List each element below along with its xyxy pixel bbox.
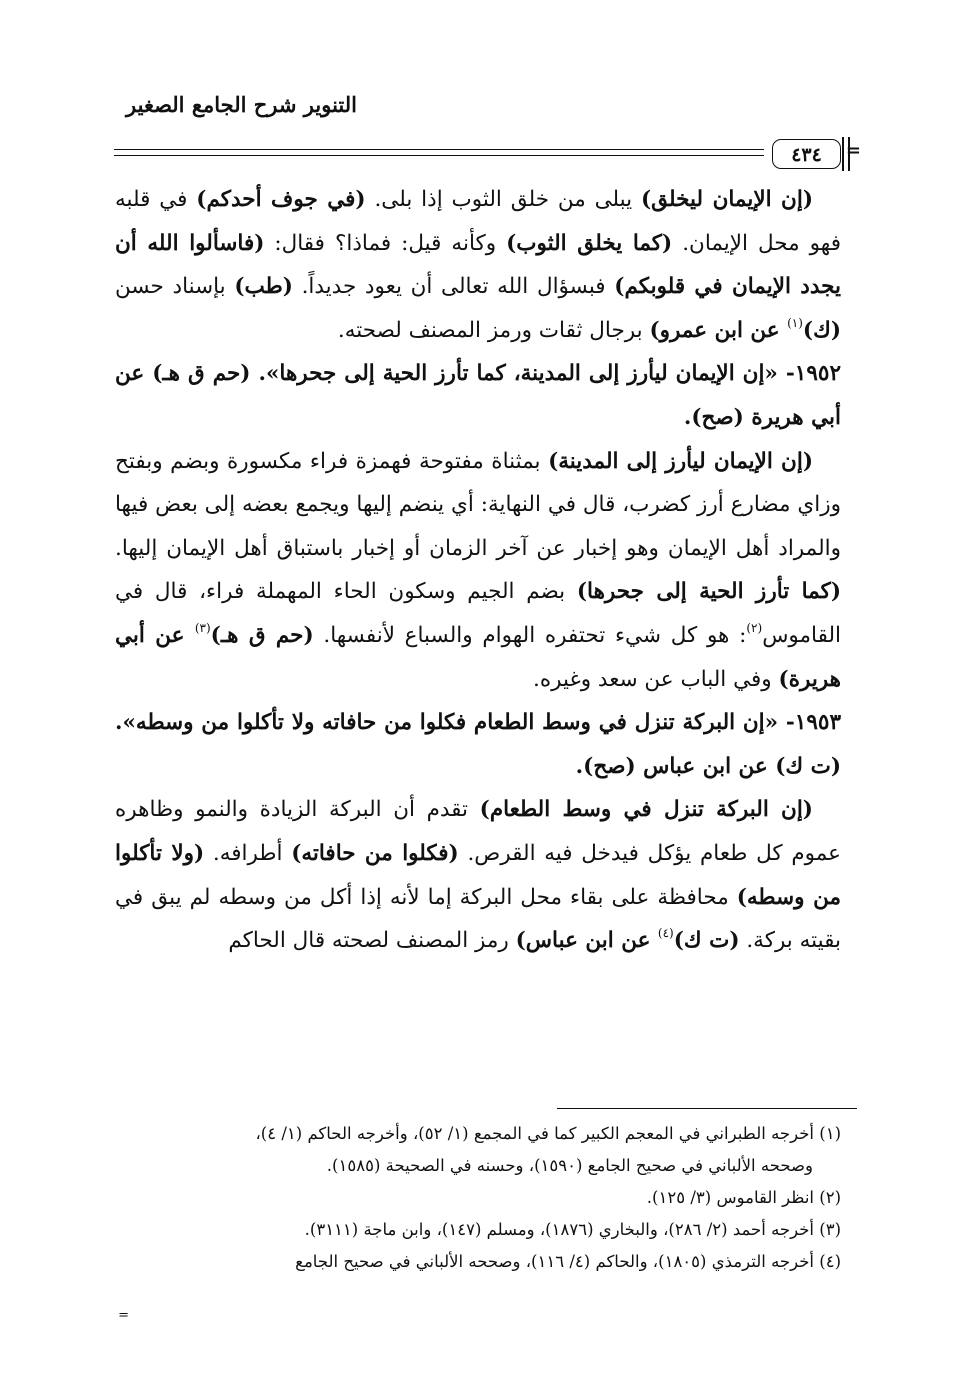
hadith-text: ١٩٥٣- «إن البركة تنزل في وسط الطعام فكلوا من حافاته ولا تأكلوا من وسطه». (ت ك) عن ابن عباس (صح).	[115, 710, 841, 779]
commentary-text: فبسؤال الله تعالى أن يعود جديداً.	[292, 274, 615, 300]
commentary-paragraph-2	[115, 440, 841, 702]
quoted-phrase: (فكلوا من حافاته)	[291, 840, 459, 866]
header-ornament-bars	[842, 137, 850, 171]
commentary-text: تقدم أن البركة الزيادة والنمو وظاهره عموم كل طعام يؤكل فيدخل فيه القرص.	[115, 797, 842, 866]
footnote-4: (٤) أخرجه الترمذي (١٨٠٥)، والحاكم (٤/ ١١٦)، وصححه الألباني في صحيح الجامع	[295, 1252, 841, 1271]
quoted-phrase: (ولا تأكلوا من وسطه)	[115, 840, 841, 910]
commentary-text: : هو كل شيء تحتفره الهوام والسباع لأنفسها.	[313, 622, 747, 648]
footnote-ref: (٣)	[194, 620, 211, 635]
footnote-ref: (٤)	[657, 926, 674, 941]
quoted-phrase: (كما يخلق الثوب)	[506, 230, 673, 256]
commentary-text: وفي الباب عن سعد وغيره.	[533, 666, 779, 692]
footnote-ref: (٢)	[746, 620, 763, 635]
quoted-phrase: عن ابن عمرو)	[649, 317, 788, 343]
quoted-phrase: (إن الإيمان ليخلق)	[640, 187, 813, 212]
source-code: (حم ق هـ)	[210, 622, 314, 648]
hadith-1952	[115, 352, 841, 439]
footnote-2: (٢) انظر القاموس (٣/ ١٢٥).	[646, 1188, 841, 1207]
commentary-text: بمثناة مفتوحة فهمزة فراء مكسورة وبضم وبفتح وزاي مضارع أرز كضرب، قال في النهاية: أي ينضم إليها ويجمع بعضه إلى بعض فيها والمراد أهل الإيمان وهو إخبار عن آخر الزمان أو إخبار باستباق أهل الإيمان إليها.	[115, 448, 841, 561]
quoted-phrase: عن أبي هريرة)	[115, 622, 841, 692]
footnotes	[115, 1118, 841, 1278]
running-header-title: التنوير شرح الجامع الصغير	[126, 92, 357, 117]
commentary-text: محافظة على بقاء محل البركة إما لأنه إذا أكل من وسطه لم يبق في بقيته بركة.	[115, 884, 841, 954]
continuation-mark: =	[118, 1308, 129, 1323]
commentary-text: أطرافه.	[204, 840, 292, 866]
quoted-phrase: (كما تأرز الحية إلى جحرها)	[576, 579, 841, 605]
source-code: (ك)	[802, 317, 841, 343]
quoted-phrase: (فاسألوا الله أن يجدد الإيمان في قلوبكم)	[115, 230, 841, 300]
footnote-3: (٣) أخرجه أحمد (٢/ ٢٨٦)، والبخاري (١٨٧٦)، ومسلم (١٤٧)، وابن ماجة (٣١١١).	[304, 1220, 841, 1239]
commentary-text: يبلى من خلق الثوب إذا بلى.	[365, 187, 641, 212]
header-rule-top	[114, 149, 764, 150]
commentary-text: رمز المصنف لصحته قال الحاكم	[228, 928, 516, 954]
footnote-ref: (١)	[787, 315, 803, 330]
header-ornament: =	[845, 140, 861, 161]
source-code: (ت ك)	[673, 928, 740, 954]
commentary-text: برجال ثقات ورمز المصنف لصحته.	[337, 317, 650, 343]
quoted-phrase: (إن البركة تنزل في وسط الطعام)	[479, 797, 813, 823]
header-rule-bottom	[114, 155, 764, 156]
commentary-text: بضم الجيم وسكون الحاء المهملة فراء، قال في القاموس	[115, 579, 842, 648]
commentary-paragraph-3	[115, 788, 841, 962]
footnote-1-continued: وصححه الألباني في صحيح الجامع (١٥٩٠)، وحسنه في الصحيحة (١٥٨٥).	[326, 1156, 813, 1175]
quoted-phrase: (إن الإيمان ليأرز إلى المدينة)	[548, 448, 813, 474]
page-number: ٤٣٤	[772, 139, 841, 169]
main-text	[115, 178, 841, 963]
source-code: (طب)	[234, 274, 293, 300]
commentary-text: وكأنه قيل: فماذا؟ فقال:	[264, 230, 507, 256]
commentary-paragraph-1	[115, 178, 841, 352]
hadith-1953	[115, 701, 841, 788]
hadith-text: ١٩٥٢- «إن الإيمان ليأرز إلى المدينة، كما تأرز الحية إلى جحرها». (حم ق هـ) عن أبي هريرة (صح).	[115, 361, 841, 430]
footnote-1: (١) أخرجه الطبراني في المعجم الكبير كما في المجمع (١/ ٥٢)، وأخرجه الحاكم (١/ ٤)،	[255, 1124, 841, 1143]
quoted-phrase: عن ابن عباس)	[515, 928, 658, 954]
quoted-phrase: (في جوف أحدكم)	[196, 187, 366, 212]
commentary-text: في قلبه فهو محل الإيمان.	[115, 187, 841, 256]
footnote-separator	[557, 1108, 857, 1109]
commentary-text: بإسناد حسن	[115, 274, 235, 300]
